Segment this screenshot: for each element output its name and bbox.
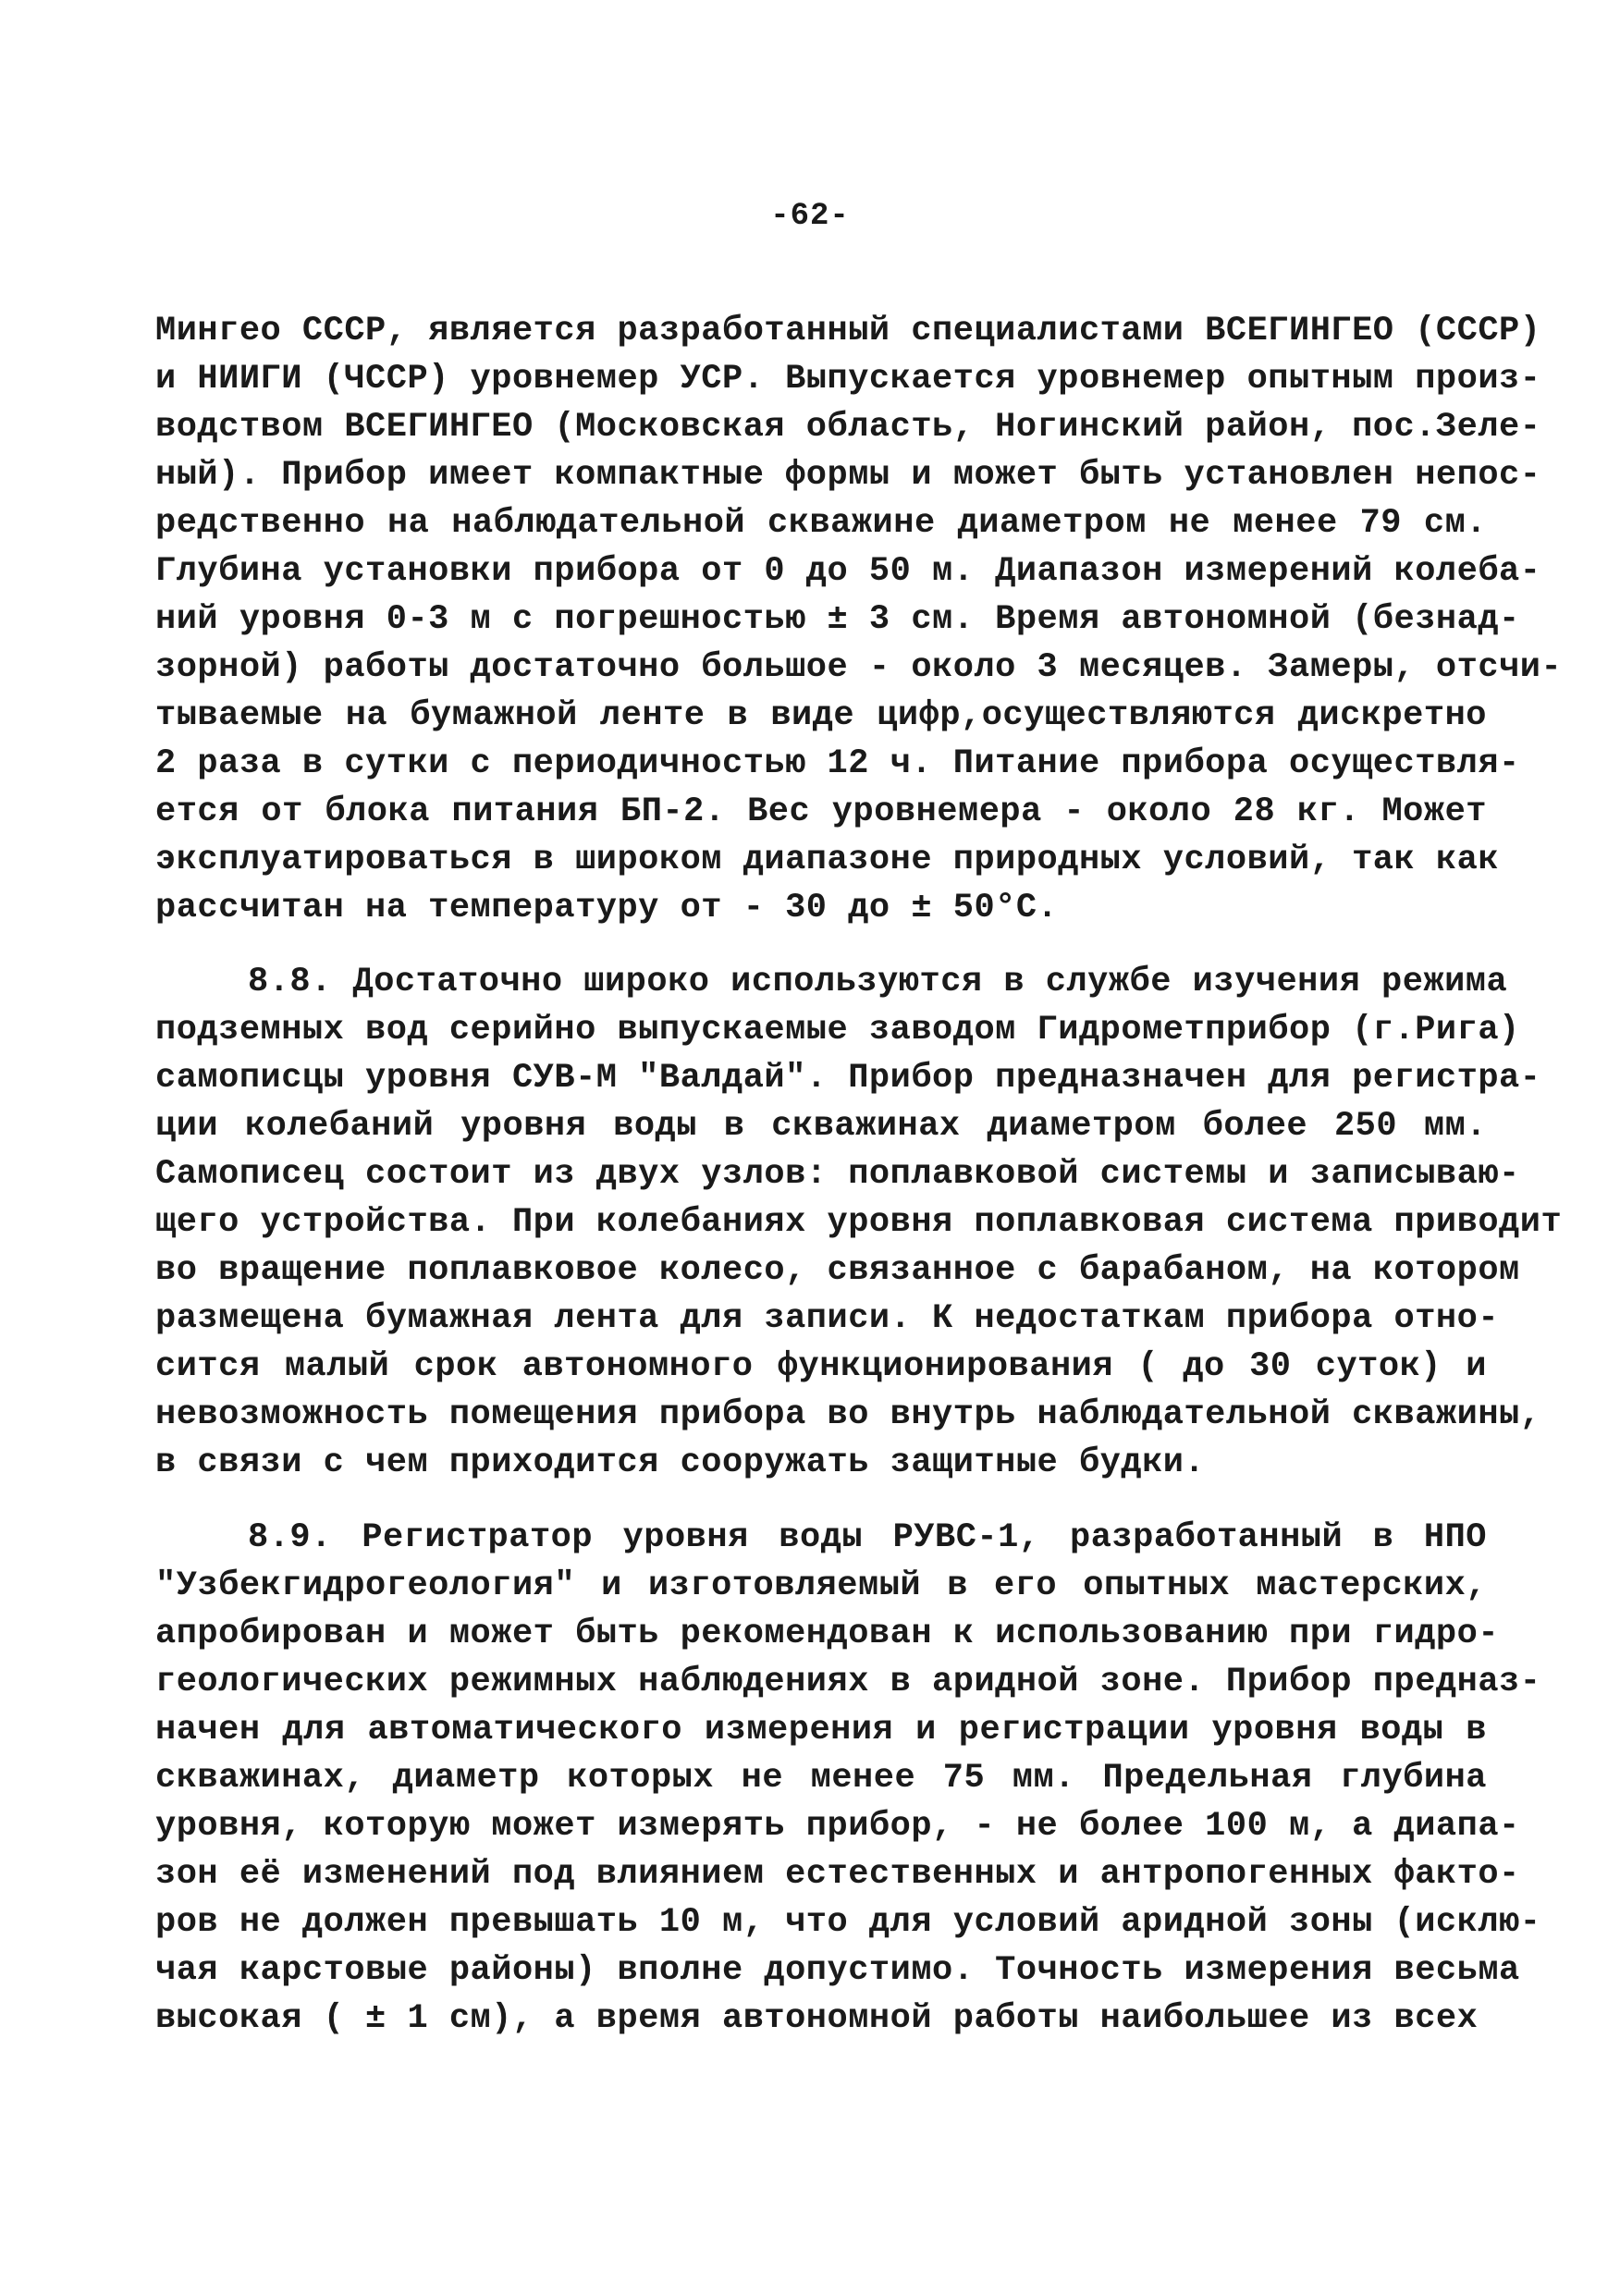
text-line: начен для автоматического измерения и регистрации уровня воды в xyxy=(155,1711,1487,1750)
text-line: во вращение поплавковое колесо, связанное с барабаном, на котором xyxy=(155,1251,1520,1290)
text-line: геологических режимных наблюдениях в аридной зоне. Прибор предназ- xyxy=(155,1663,1541,1701)
text-line: ров не должен превышать 10 м, что для условий аридной зоны (исклю- xyxy=(155,1903,1541,1942)
text-line: зон её изменений под влиянием естественных и антропогенных факто- xyxy=(155,1855,1520,1894)
text-line: рассчитан на температуру от - 30 до ± 50°С. xyxy=(155,889,1059,927)
text-line: самописцы уровня СУВ-М "Валдай". Прибор предназначен для регистра- xyxy=(155,1059,1541,1098)
text-line: скважинах, диаметр которых не менее 75 мм. Предельная глубина xyxy=(155,1759,1487,1798)
text-line: Глубина установки прибора от 0 до 50 м. Диапазон измерений колеба- xyxy=(155,552,1541,591)
text-line: и НИИГИ (ЧССР) уровнемер УСР. Выпускается уровнемер опытным произ- xyxy=(155,360,1541,399)
text-line: высокая ( ± 1 см), а время автономной работы наибольшее из всех xyxy=(155,1999,1479,2038)
text-line: ции колебаний уровня воды в скважинах диаметром более 250 мм. xyxy=(155,1107,1487,1146)
text-line: 8.9. Регистратор уровня воды РУВС-1, разработанный в НПО xyxy=(248,1518,1487,1557)
text-line: чая карстовые районы) вполне допустимо. Точность измерения весьма xyxy=(155,1951,1520,1990)
text-line: апробирован и может быть рекомендован к использованию при гидро- xyxy=(155,1615,1500,1653)
text-line: 8.8. Достаточно широко используются в службе изучения режима xyxy=(248,963,1508,1001)
text-line: невозможность помещения прибора во внутрь наблюдательной скважины, xyxy=(155,1395,1541,1434)
text-line: редственно на наблюдательной скважине диаметром не менее 79 см. xyxy=(155,504,1487,543)
page-number: -62- xyxy=(770,199,850,234)
text-line: ный). Прибор имеет компактные формы и может быть установлен непос- xyxy=(155,456,1541,495)
text-line: ний уровня 0-3 м с погрешностью ± 3 см. Время автономной (безнад- xyxy=(155,600,1520,639)
paragraph-8-8 xyxy=(155,958,1563,1487)
text-line: щего устройства. При колебаниях уровня поплавковая система приводит xyxy=(155,1203,1563,1242)
text-line: сится малый срок автономного функционирования ( до 30 суток) и xyxy=(155,1347,1487,1386)
text-line: тываемые на бумажной ленте в виде цифр,осуществляются дискретно xyxy=(155,696,1487,735)
text-line: Самописец состоит из двух узлов: поплавковой системы и записываю- xyxy=(155,1155,1520,1194)
text-line: водством ВСЕГИНГЕО (Московская область, Ногинский район, пос.Зеле- xyxy=(155,408,1541,447)
paragraph-8-9 xyxy=(155,1514,1541,2043)
text-line: "Узбекгидрогеология" и изготовляемый в его опытных мастерских, xyxy=(155,1566,1487,1605)
text-line: ется от блока питания БП-2. Вес уровнемера - около 28 кг. Может xyxy=(155,792,1487,831)
text-line: уровня, которую может измерять прибор, - не более 100 м, а диапа- xyxy=(155,1807,1520,1846)
text-line: в связи с чем приходится сооружать защитные будки. xyxy=(155,1443,1206,1482)
text-line: Мингео СССР, является разработанный специалистами ВСЕГИНГЕО (СССР) xyxy=(155,312,1541,350)
text-line: 2 раза в сутки с периодичностью 12 ч. Питание прибора осуществля- xyxy=(155,744,1520,783)
text-line: размещена бумажная лента для записи. К недостаткам прибора отно- xyxy=(155,1299,1500,1338)
text-line: эксплуатироваться в широком диапазоне природных условий, так как xyxy=(155,841,1500,879)
paragraph-continuation xyxy=(155,307,1563,932)
text-line: зорной) работы достаточно большое - около 3 месяцев. Замеры, отсчи- xyxy=(155,648,1563,687)
text-line: подземных вод серийно выпускаемые заводом Гидрометприбор (г.Рига) xyxy=(155,1011,1520,1050)
